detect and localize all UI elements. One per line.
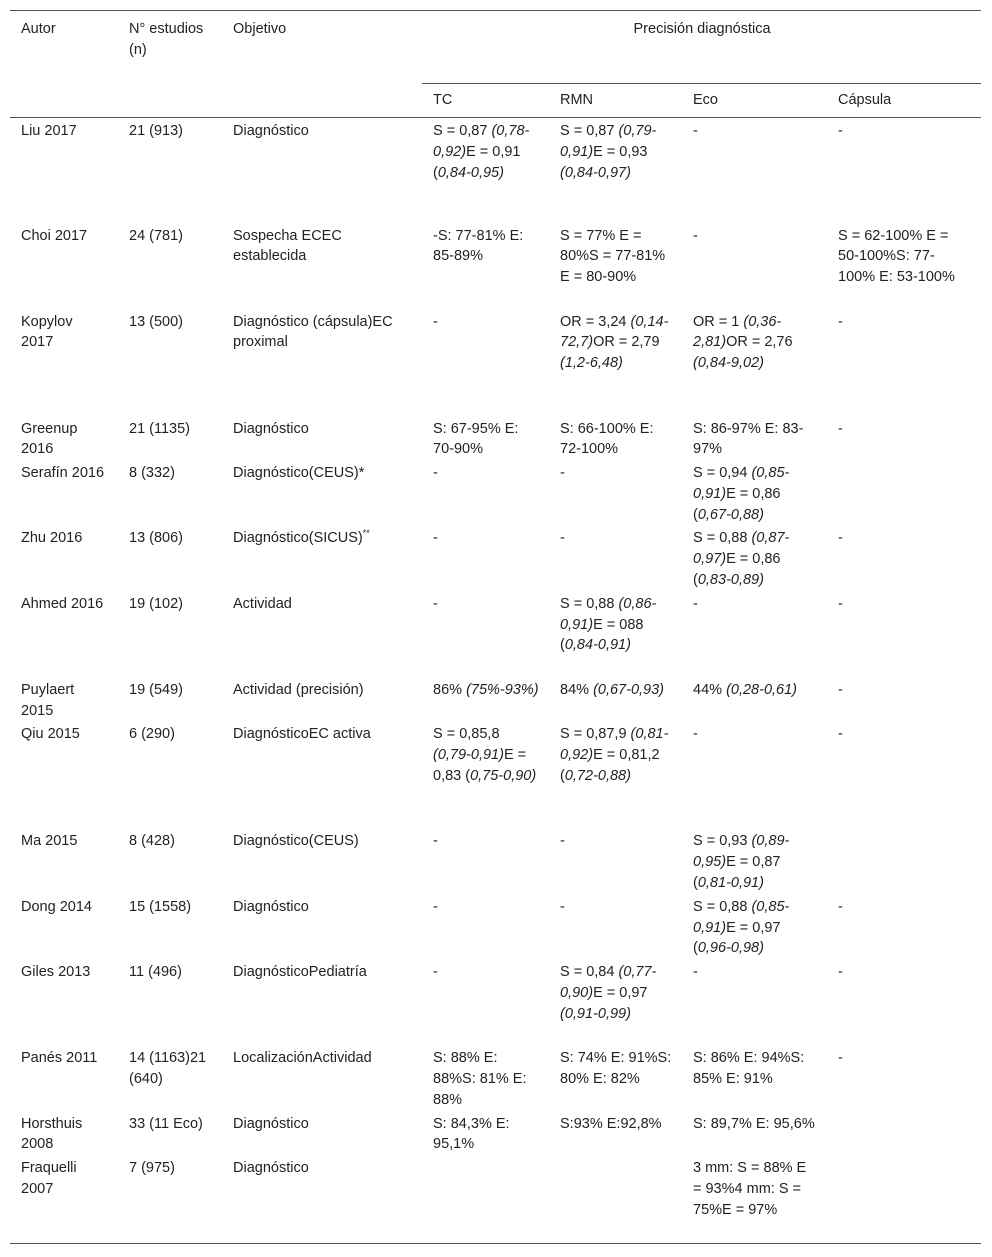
value-text: S: 86% E: 94%S: 85% E: 91% — [693, 1050, 805, 1088]
cell-objetivo-text: Diagnóstico (cápsula)EC proximal — [233, 313, 393, 351]
table-row — [10, 311, 981, 418]
cell-tc — [422, 679, 549, 724]
cell-estudios-text: 24 (781) — [129, 227, 184, 244]
cell-autor-text: Liu 2017 — [21, 123, 77, 139]
header-autor: Autor — [10, 11, 118, 118]
cell-tc — [422, 462, 549, 527]
cell-autor-text: Giles 2013 — [21, 964, 91, 981]
footnote-marker: ** — [362, 528, 370, 539]
value-text: OR = 2,76 — [726, 334, 793, 351]
cell-estudios — [118, 896, 222, 961]
cell-tc — [422, 723, 549, 830]
cell-autor-text: Puylaert 2015 — [21, 681, 75, 719]
cell-tc — [422, 1047, 549, 1112]
ci-range: (75%-93%) — [466, 681, 539, 698]
cell-capsula — [827, 527, 981, 592]
cell-estudios — [118, 593, 222, 679]
cell-eco — [682, 1157, 827, 1243]
value-text: S = 0,87 — [433, 123, 492, 139]
cell-objetivo — [222, 1113, 422, 1158]
cell-tc — [422, 961, 549, 1047]
value-text: E = 0,86 ( — [693, 551, 781, 589]
value-text: 3 mm: S = 88% E = 93%4 mm: S = 75%E = 97% — [693, 1160, 807, 1218]
table-row — [10, 527, 981, 592]
cell-rmn — [549, 527, 682, 592]
cell-objetivo — [222, 679, 422, 724]
cell-objetivo — [222, 593, 422, 679]
cell-capsula — [827, 593, 981, 679]
table-row — [10, 462, 981, 527]
cell-estudios-text: 19 (102) — [129, 595, 184, 612]
cell-autor-text: Dong 2014 — [21, 898, 92, 915]
cell-eco — [682, 896, 827, 961]
cell-autor — [10, 462, 118, 527]
table-row — [10, 1047, 981, 1112]
header-row — [10, 11, 981, 84]
cell-estudios-text: 7 (975) — [129, 1160, 175, 1177]
accuracy-table — [10, 10, 981, 1244]
cell-autor — [10, 118, 118, 225]
cell-objetivo — [222, 961, 422, 1047]
cell-autor — [10, 418, 118, 463]
cell-estudios-text: 21 (1135) — [129, 420, 190, 437]
ci-range: (0,89-0,95) — [693, 833, 790, 871]
ci-range: (0,87-0,97) — [693, 530, 790, 568]
ci-range: 0,84-0,95) — [437, 164, 504, 181]
cell-eco — [682, 1113, 827, 1158]
value-text: E = 0,91 ( — [433, 143, 521, 181]
cell-rmn — [549, 462, 682, 527]
cell-objetivo — [222, 723, 422, 830]
value-text: - — [838, 313, 843, 330]
cell-objetivo-text: Diagnóstico(SICUS) — [233, 530, 363, 547]
cell-capsula — [827, 896, 981, 961]
cell-tc — [422, 896, 549, 961]
value-text: - — [433, 530, 438, 547]
header-objetivo: Objetivo — [222, 11, 422, 118]
cell-estudios — [118, 961, 222, 1047]
cell-capsula — [827, 225, 981, 311]
value-text: S: 89,7% E: 95,6% — [693, 1115, 815, 1132]
ci-range: (0,36-2,81) — [693, 313, 782, 351]
ci-range: (0,77-0,90) — [560, 964, 657, 1002]
value-text: - — [838, 530, 843, 547]
subheader-tc: TC — [422, 84, 549, 118]
cell-objetivo-text: LocalizaciónActividad — [233, 1050, 372, 1067]
ci-range: (0,79-0,91) — [433, 747, 504, 764]
value-text: - — [838, 123, 843, 139]
cell-autor-text: Horsthuis 2008 — [21, 1115, 83, 1153]
ci-range: 0,84-0,91) — [564, 637, 631, 654]
cell-objetivo-text: Diagnóstico(CEUS)* — [233, 465, 365, 482]
subheader-eco: Eco — [682, 84, 827, 118]
cell-rmn — [549, 593, 682, 679]
value-text: S: 66-100% E: 72-100% — [560, 420, 654, 458]
cell-rmn — [549, 961, 682, 1047]
cell-estudios — [118, 418, 222, 463]
value-text: - — [838, 1050, 843, 1067]
ci-range: (0,78-0,92) — [433, 123, 530, 160]
ci-range: 0,72-0,88) — [564, 768, 631, 785]
value-text: - — [693, 964, 698, 981]
cell-objetivo-text: DiagnósticoEC activa — [233, 726, 371, 743]
cell-rmn — [549, 679, 682, 724]
cell-tc — [422, 418, 549, 463]
cell-objetivo-text: Diagnóstico — [233, 1115, 309, 1132]
value-text: S = 0,88 — [693, 530, 752, 547]
cell-estudios — [118, 679, 222, 724]
cell-objetivo — [222, 118, 422, 225]
value-text: OR = 1 — [693, 313, 744, 330]
cell-objetivo — [222, 896, 422, 961]
cell-rmn — [549, 723, 682, 830]
value-text: S = 0,87,9 — [560, 726, 631, 743]
cell-rmn — [549, 896, 682, 961]
value-text: S = 0,88 — [693, 898, 752, 915]
cell-estudios-text: 13 (806) — [129, 530, 184, 547]
cell-objetivo — [222, 418, 422, 463]
cell-autor — [10, 1047, 118, 1112]
cell-autor — [10, 961, 118, 1047]
value-text: E = 0,86 ( — [693, 485, 781, 523]
cell-capsula — [827, 118, 981, 225]
cell-eco — [682, 830, 827, 895]
cell-capsula — [827, 462, 981, 527]
ci-range: 0,67-0,88) — [697, 506, 764, 523]
cell-autor — [10, 896, 118, 961]
cell-estudios — [118, 118, 222, 225]
cell-autor-text: Ahmed 2016 — [21, 595, 104, 612]
cell-objetivo-text: Diagnóstico — [233, 1160, 309, 1177]
cell-estudios — [118, 527, 222, 592]
cell-autor-text: Serafín 2016 — [21, 465, 105, 482]
value-text: S = 0,84 — [560, 964, 619, 981]
value-text: S: 86-97% E: 83-97% — [693, 420, 804, 458]
value-text: - — [433, 898, 438, 915]
value-text: 84% — [560, 681, 594, 698]
value-text: E = 0,97 — [593, 985, 648, 1002]
cell-capsula — [827, 961, 981, 1047]
cell-objetivo — [222, 830, 422, 895]
cell-objetivo-text: Sospecha ECEC establecida — [233, 227, 342, 265]
cell-rmn — [549, 1113, 682, 1158]
ci-range: 0,81-0,91) — [697, 875, 764, 892]
cell-objetivo — [222, 1157, 422, 1243]
value-text: OR = 3,24 — [560, 313, 631, 330]
cell-eco — [682, 1047, 827, 1112]
cell-estudios — [118, 462, 222, 527]
table-row — [10, 830, 981, 895]
value-text: S: 84,3% E: 95,1% — [433, 1115, 510, 1153]
value-text: -S: 77-81% E: 85-89% — [433, 227, 524, 265]
cell-capsula — [827, 418, 981, 463]
value-text: - — [693, 227, 698, 244]
value-text: S = 0,88 — [560, 595, 619, 612]
ci-range: (0,28-0,61) — [726, 681, 797, 698]
ci-range: (0,86-0,91) — [560, 595, 657, 633]
cell-capsula — [827, 679, 981, 724]
ci-range: (0,81-0,92) — [560, 726, 669, 764]
cell-eco — [682, 527, 827, 592]
cell-estudios — [118, 830, 222, 895]
cell-autor-text: Choi 2017 — [21, 227, 88, 244]
cell-estudios-text: 8 (428) — [129, 833, 175, 850]
value-text: - — [838, 964, 843, 981]
cell-estudios — [118, 723, 222, 830]
cell-eco — [682, 118, 827, 225]
value-text: E = 088 ( — [560, 616, 644, 654]
cell-estudios-text: 11 (496) — [129, 964, 182, 981]
ci-range: (0,84-9,02) — [693, 355, 764, 372]
value-text: E = 0,93 — [593, 143, 648, 160]
cell-objetivo — [222, 462, 422, 527]
cell-autor — [10, 830, 118, 895]
cell-tc — [422, 311, 549, 418]
value-text: E = 0,83 ( — [433, 747, 527, 785]
table-row — [10, 896, 981, 961]
value-text: - — [433, 833, 438, 850]
cell-eco — [682, 311, 827, 418]
subheader-capsula: Cápsula — [827, 84, 981, 118]
cell-objetivo-text: Actividad — [233, 595, 292, 612]
cell-tc — [422, 830, 549, 895]
subheader-rmn: RMN — [549, 84, 682, 118]
cell-capsula — [827, 723, 981, 830]
cell-tc — [422, 118, 549, 225]
ci-range: (0,84-0,97) — [560, 164, 631, 181]
cell-autor — [10, 679, 118, 724]
table-body — [10, 118, 981, 1244]
table-row — [10, 118, 981, 225]
cell-autor-text: Zhu 2016 — [21, 530, 83, 547]
value-text: - — [560, 530, 565, 547]
cell-autor — [10, 723, 118, 830]
value-text: OR = 2,79 — [593, 334, 660, 351]
table-row — [10, 1157, 981, 1243]
ci-range: (0,91-0,99) — [560, 1005, 631, 1022]
value-text: E = 0,97 ( — [693, 919, 781, 957]
cell-rmn — [549, 225, 682, 311]
value-text: - — [693, 123, 698, 139]
ci-range: (0,67-0,93) — [593, 681, 664, 698]
ci-range: 0,96-0,98) — [697, 940, 764, 957]
value-text: S = 77% E = 80%S = 77-81% E = 80-90% — [560, 227, 666, 286]
cell-tc — [422, 225, 549, 311]
cell-rmn — [549, 418, 682, 463]
cell-estudios — [118, 225, 222, 311]
cell-objetivo-text: Actividad (precisión) — [233, 681, 364, 698]
cell-rmn — [549, 311, 682, 418]
cell-estudios — [118, 1113, 222, 1158]
cell-autor-text: Qiu 2015 — [21, 726, 80, 743]
value-text: S = 0,94 — [693, 465, 752, 482]
cell-eco — [682, 593, 827, 679]
cell-autor-text: Fraquelli 2007 — [21, 1160, 77, 1198]
ci-range: 0,83-0,89) — [697, 572, 764, 589]
value-text: - — [838, 726, 843, 743]
ci-range: (0,79-0,91) — [560, 123, 657, 160]
cell-objetivo-text: DiagnósticoPediatría — [233, 964, 367, 981]
value-text: - — [560, 898, 565, 915]
cell-rmn — [549, 118, 682, 225]
cell-estudios-text: 8 (332) — [129, 465, 175, 482]
cell-objetivo — [222, 527, 422, 592]
ci-range: (0,14-72,7) — [560, 313, 669, 351]
value-text: - — [693, 726, 698, 743]
cell-autor — [10, 311, 118, 418]
value-text: S: 74% E: 91%S: 80% E: 82% — [560, 1050, 672, 1088]
ci-range: (0,85-0,91) — [693, 898, 790, 936]
table-row — [10, 961, 981, 1047]
cell-estudios-text: 14 (1163)21 (640) — [129, 1050, 207, 1088]
value-text: S = 0,93 — [693, 833, 752, 850]
cell-capsula — [827, 311, 981, 418]
ci-range: (0,85-0,91) — [693, 465, 790, 502]
cell-eco — [682, 462, 827, 527]
value-text: - — [433, 964, 438, 981]
table-row — [10, 723, 981, 830]
cell-capsula — [827, 1047, 981, 1112]
value-text: - — [560, 833, 565, 850]
cell-estudios-text: 33 (11 Eco) — [129, 1115, 203, 1132]
cell-autor — [10, 225, 118, 311]
table-row — [10, 1113, 981, 1158]
cell-objetivo-text: Diagnóstico(CEUS) — [233, 833, 359, 850]
cell-tc — [422, 1157, 549, 1243]
cell-rmn — [549, 1157, 682, 1243]
value-text: E = 0,87 ( — [693, 854, 781, 892]
cell-estudios-text: 15 (1558) — [129, 898, 192, 915]
value-text: S:93% E:92,8% — [560, 1115, 662, 1132]
cell-rmn — [549, 830, 682, 895]
cell-objetivo — [222, 311, 422, 418]
value-text: 86% — [433, 681, 467, 698]
cell-capsula — [827, 830, 981, 895]
table-row — [10, 679, 981, 724]
value-text: - — [838, 420, 843, 437]
cell-autor — [10, 527, 118, 592]
value-text: S = 0,87 — [560, 123, 619, 139]
cell-autor-text: Panés 2011 — [21, 1050, 98, 1067]
cell-estudios — [118, 311, 222, 418]
value-text: - — [433, 595, 438, 612]
cell-autor-text: Ma 2015 — [21, 833, 78, 850]
cell-eco — [682, 679, 827, 724]
ci-range: 0,75-0,90) — [470, 768, 537, 785]
cell-capsula — [827, 1157, 981, 1243]
cell-objetivo — [222, 225, 422, 311]
cell-autor-text: Kopylov 2017 — [21, 313, 73, 351]
value-text: - — [433, 313, 438, 330]
cell-autor — [10, 1157, 118, 1243]
value-text: - — [838, 681, 843, 698]
cell-objetivo-text: Diagnóstico — [233, 898, 309, 915]
table-row — [10, 418, 981, 463]
cell-eco — [682, 961, 827, 1047]
cell-objetivo-text: Diagnóstico — [233, 420, 309, 437]
value-text: - — [433, 465, 438, 482]
cell-tc — [422, 527, 549, 592]
value-text: E = 0,81,2 ( — [560, 747, 660, 785]
cell-estudios — [118, 1047, 222, 1112]
value-text: - — [693, 595, 698, 612]
cell-estudios-text: 19 (549) — [129, 681, 184, 698]
value-text: - — [838, 898, 843, 915]
cell-eco — [682, 723, 827, 830]
table-row — [10, 593, 981, 679]
value-text: - — [560, 465, 565, 482]
value-text: 44% — [693, 681, 727, 698]
cell-capsula — [827, 1113, 981, 1158]
cell-eco — [682, 225, 827, 311]
cell-estudios — [118, 1157, 222, 1243]
cell-tc — [422, 1113, 549, 1158]
value-text: S = 62-100% E = 50-100%S: 77-100% E: 53-100% — [838, 227, 955, 286]
cell-estudios-text: 13 (500) — [129, 313, 184, 330]
value-text: S: 67-95% E: 70-90% — [433, 420, 519, 458]
cell-autor-text: Greenup 2016 — [21, 420, 78, 458]
table-row — [10, 225, 981, 311]
cell-objetivo-text: Diagnóstico — [233, 123, 309, 139]
cell-rmn — [549, 1047, 682, 1112]
ci-range: (1,2-6,48) — [560, 355, 623, 372]
cell-estudios-text: 21 (913) — [129, 123, 184, 139]
cell-autor — [10, 1113, 118, 1158]
cell-tc — [422, 593, 549, 679]
header-estudios: N° estudios (n) — [118, 11, 222, 118]
cell-eco — [682, 418, 827, 463]
cell-objetivo — [222, 1047, 422, 1112]
header-precision: Precisión diagnóstica — [422, 11, 981, 84]
cell-autor — [10, 593, 118, 679]
value-text: S = 0,85,8 — [433, 726, 500, 743]
value-text: - — [838, 595, 843, 612]
value-text: S: 88% E: 88%S: 81% E: 88% — [433, 1050, 527, 1108]
cell-estudios-text: 6 (290) — [129, 726, 175, 743]
